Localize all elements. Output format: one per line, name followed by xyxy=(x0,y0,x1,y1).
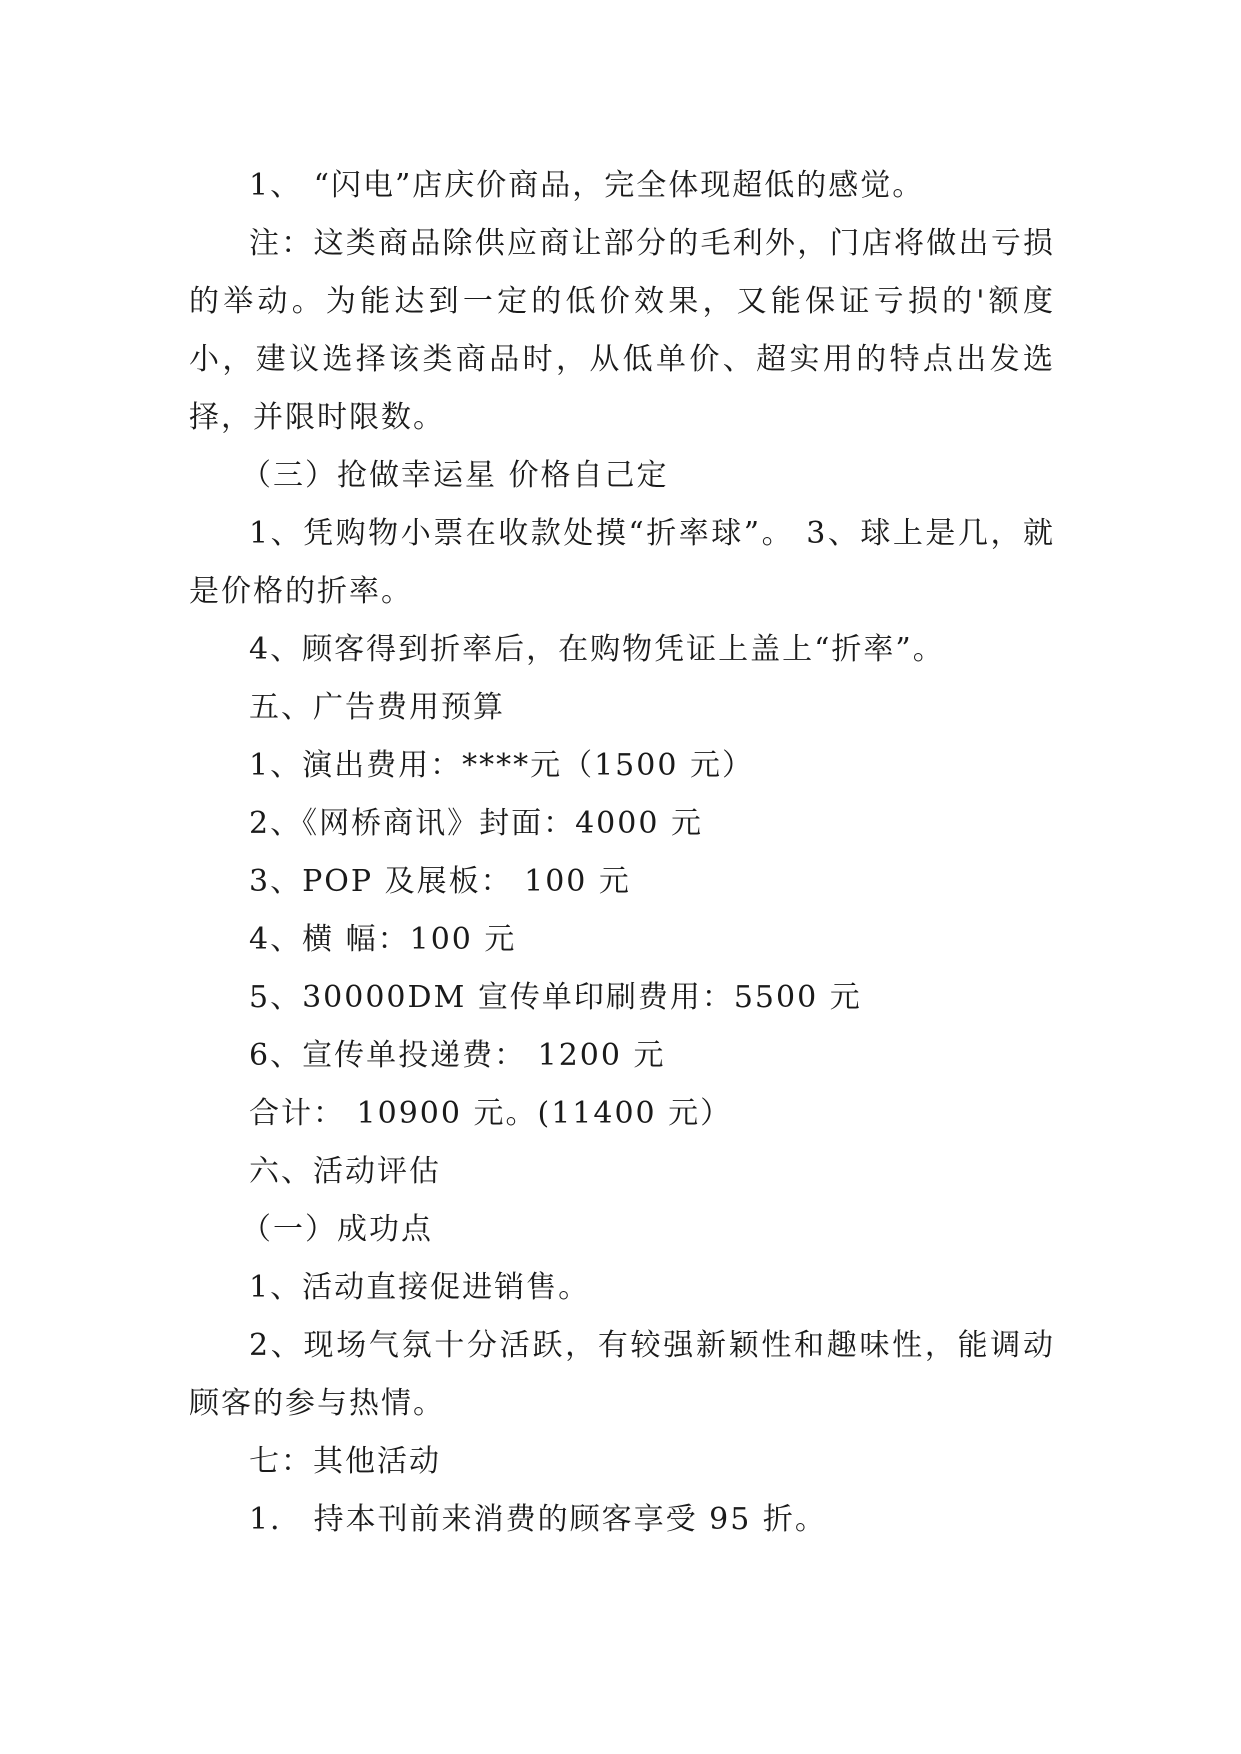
list-item-discount-stamp: 4、顾客得到折率后，在购物凭证上盖上“折率”。 xyxy=(249,632,945,667)
list-item-discount-95: 1． 持本刊前来消费的顾客享受 95 折。 xyxy=(249,1502,827,1537)
list-item-discount-ball: 1、凭购物小票在收款处摸“折率球”。 3、球上是几，就是价格的折率。 xyxy=(189,516,1055,609)
list-item-flash-price: 1、 “闪电”店庆价商品，完全体现超低的感觉。 xyxy=(249,168,925,203)
section-heading-lucky-star: （三）抢做幸运星 价格自己定 xyxy=(241,458,669,493)
subsection-heading-success: （一）成功点 xyxy=(241,1212,433,1247)
note-paragraph: 注：这类商品除供应商让部分的毛利外，门店将做出亏损的举动。为能达到一定的低价效果，又能保证亏损的'额度小，建议选择该类商品时，从低单价、超实用的特点出发选择，并限时限数。 xyxy=(189,226,1055,435)
list-item-atmosphere: 2、现场气氛十分活跃，有较强新颖性和趣味性，能调动顾客的参与热情。 xyxy=(189,1328,1055,1421)
budget-total: 合计： 10900 元。(11400 元） xyxy=(249,1096,733,1131)
budget-item-delivery: 6、宣传单投递费： 1200 元 xyxy=(249,1038,666,1073)
list-item-sales: 1、活动直接促进销售。 xyxy=(249,1270,591,1305)
section-heading-evaluation: 六、活动评估 xyxy=(249,1154,441,1189)
section-heading-other-activities: 七：其他活动 xyxy=(249,1444,441,1479)
document-body xyxy=(189,157,1055,1549)
budget-item-cover: 2、《网桥商讯》封面：4000 元 xyxy=(249,806,703,841)
budget-item-pop: 3、POP 及展板： 100 元 xyxy=(249,864,631,899)
budget-item-banner: 4、横 幅：100 元 xyxy=(249,922,517,957)
section-heading-ad-budget: 五、广告费用预算 xyxy=(249,690,505,725)
budget-item-performance: 1、演出费用：****元（1500 元） xyxy=(249,748,754,783)
budget-item-dm-printing: 5、30000DM 宣传单印刷费用：5500 元 xyxy=(249,980,862,1015)
